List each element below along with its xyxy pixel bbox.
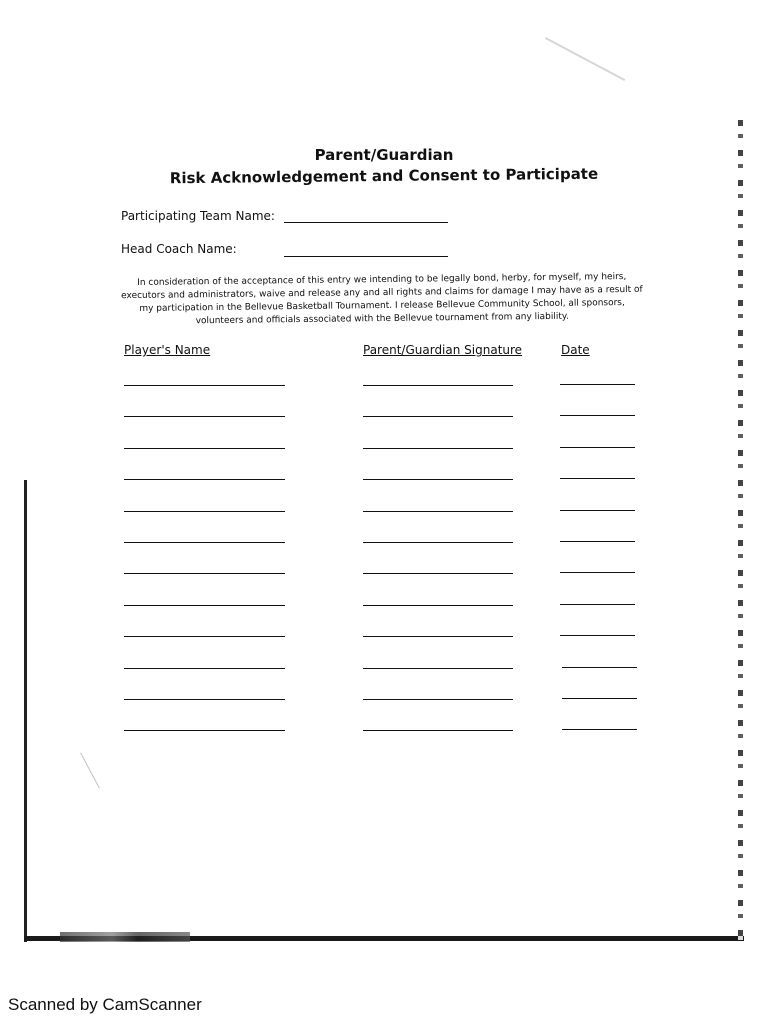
team-name-field[interactable] bbox=[284, 222, 448, 223]
player-name-line[interactable] bbox=[124, 605, 285, 606]
player-name-line[interactable] bbox=[124, 542, 285, 543]
guardian-signature-line[interactable] bbox=[363, 542, 513, 543]
guardian-signature-line[interactable] bbox=[363, 448, 513, 449]
player-name-line[interactable] bbox=[124, 573, 285, 574]
guardian-signature-header: Parent/Guardian Signature bbox=[363, 343, 523, 357]
player-name-line[interactable] bbox=[124, 416, 285, 417]
date-line[interactable] bbox=[560, 447, 635, 448]
guardian-signature-line[interactable] bbox=[363, 385, 513, 386]
head-coach-field[interactable] bbox=[284, 256, 448, 257]
player-name-line[interactable] bbox=[124, 511, 285, 512]
scan-smudge-left bbox=[80, 753, 100, 789]
player-name-line[interactable] bbox=[124, 668, 285, 669]
date-line[interactable] bbox=[562, 698, 637, 699]
head-coach-label: Head Coach Name: bbox=[121, 242, 237, 256]
guardian-signature-line[interactable] bbox=[363, 605, 513, 606]
guardian-signature-line[interactable] bbox=[363, 699, 513, 700]
player-name-line[interactable] bbox=[124, 636, 285, 637]
date-line[interactable] bbox=[562, 729, 637, 730]
date-line[interactable] bbox=[562, 667, 637, 668]
guardian-signature-line[interactable] bbox=[363, 636, 513, 637]
guardian-signature-line[interactable] bbox=[363, 416, 513, 417]
form-subtitle: Risk Acknowledgement and Consent to Participate bbox=[169, 164, 599, 188]
guardian-signature-line[interactable] bbox=[363, 573, 513, 574]
date-line[interactable] bbox=[560, 635, 635, 636]
date-line[interactable] bbox=[560, 384, 635, 385]
guardian-signature-line[interactable] bbox=[363, 730, 513, 731]
consent-paragraph: In consideration of the acceptance of this entry we intending to be legally bond, herby, for myself, my heirs, executors and administrators, waive and release any and all rights and claims for damage I may have as a result of my participation in the Bellevue Basketball Tournament. I release Bellevue Community School, all sponsors, volunteers and officials associated with the Bellevue tournament from any liability. bbox=[121, 272, 643, 327]
player-name-line[interactable] bbox=[124, 479, 285, 480]
date-line[interactable] bbox=[560, 415, 635, 416]
date-line[interactable] bbox=[560, 541, 635, 542]
date-header: Date bbox=[561, 343, 590, 357]
scan-smudge-top bbox=[545, 37, 625, 81]
player-name-line[interactable] bbox=[124, 730, 285, 731]
page-edge-shadow bbox=[60, 932, 190, 942]
page-edge-left bbox=[24, 480, 27, 942]
date-line[interactable] bbox=[560, 604, 635, 605]
team-name-label: Participating Team Name: bbox=[121, 209, 275, 223]
form-title: Parent/Guardian bbox=[314, 146, 454, 164]
date-line[interactable] bbox=[560, 572, 635, 573]
player-name-line[interactable] bbox=[124, 699, 285, 700]
player-name-header: Player's Name bbox=[124, 343, 211, 357]
date-line[interactable] bbox=[560, 510, 635, 511]
guardian-signature-line[interactable] bbox=[363, 511, 513, 512]
player-name-line[interactable] bbox=[124, 448, 285, 449]
player-name-line[interactable] bbox=[124, 385, 285, 386]
guardian-signature-line[interactable] bbox=[363, 668, 513, 669]
page-edge-right bbox=[738, 120, 743, 940]
scanner-watermark: Scanned by CamScanner bbox=[8, 995, 202, 1014]
date-line[interactable] bbox=[560, 478, 635, 479]
guardian-signature-line[interactable] bbox=[363, 479, 513, 480]
